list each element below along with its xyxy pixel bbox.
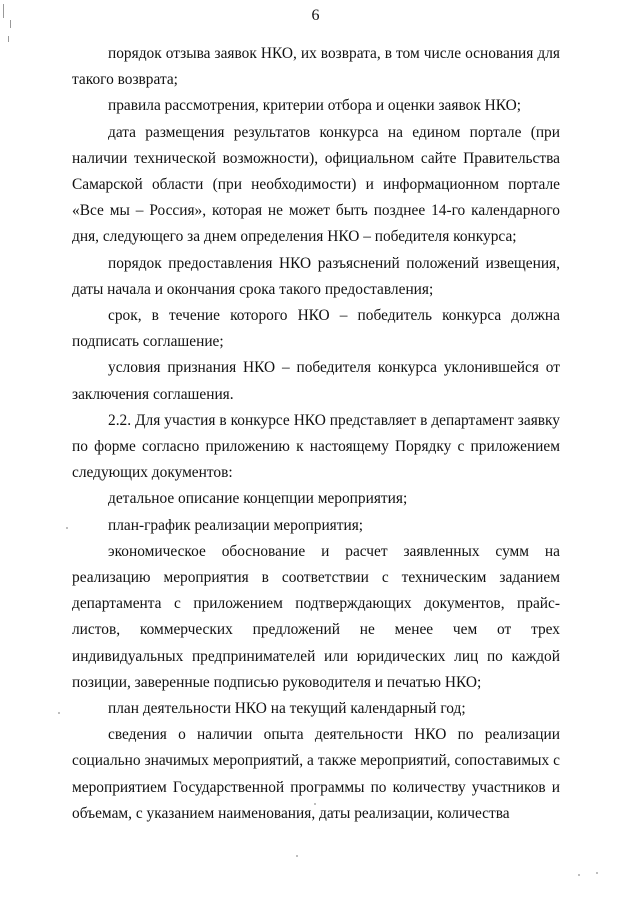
paragraph: порядок предоставления НКО разъяснений положений извещения, даты начала и окончания срока такого предоставления; — [72, 254, 560, 298]
paragraph: условия признания НКО – победителя конкурса уклонившейся от заключения соглашения. — [72, 359, 560, 403]
paragraph: срок, в течение которого НКО – победитель конкурса должна подписать соглашение; — [72, 307, 560, 351]
scan-speck — [58, 712, 60, 714]
paragraph: правила рассмотрения, критерии отбора и оценки заявок НКО; — [108, 97, 522, 115]
scan-speck — [296, 855, 298, 857]
scan-speck — [314, 803, 316, 805]
paragraph: экономическое обоснование и расчет заявленных сумм на реализацию мероприятия в соответствии с техническим заданием департамента с приложением подтверждающих документов, прайс-листов, коммерческих предложений не менее чем от трех индивидуальных предпринимателей или юридических лиц по каждой позиции, заверенные подписью руководителя и печатью НКО; — [72, 542, 560, 691]
scan-edge-mark — [8, 36, 9, 42]
page-number: 6 — [311, 7, 320, 24]
paragraph: план-график реализации мероприятия; — [108, 516, 364, 534]
scan-speck — [66, 527, 68, 529]
document-body — [72, 41, 560, 827]
paragraph: дата размещения результатов конкурса на едином портале (при наличии технической возможности), официальном сайте Правительства Самарской области (при необходимости) и информационном портале «Все мы – Россия», которая не может быть позднее 14-го календарного дня, следующего за днем определения НКО – победителя конкурса; — [72, 123, 560, 246]
paragraph: сведения о наличии опыта деятельности НКО по реализации социально значимых мероприятий, а также мероприятий, сопоставимых с мероприятием Государственной программы по количеству участников и объемам, с указанием наименования, даты реализации, количества — [72, 726, 560, 822]
scan-speck — [596, 872, 598, 874]
paragraph: детальное описание концепции мероприятия; — [108, 490, 408, 508]
paragraph: 2.2. Для участия в конкурсе НКО представляет в департамент заявку по форме согласно приложению к настоящему Порядку с приложением следующих документов: — [72, 411, 560, 482]
scan-speck — [578, 874, 580, 876]
paragraph: план деятельности НКО на текущий календарный год; — [108, 700, 466, 718]
paragraph: порядок отзыва заявок НКО, их возврата, в том числе основания для такого возврата; — [72, 45, 560, 89]
